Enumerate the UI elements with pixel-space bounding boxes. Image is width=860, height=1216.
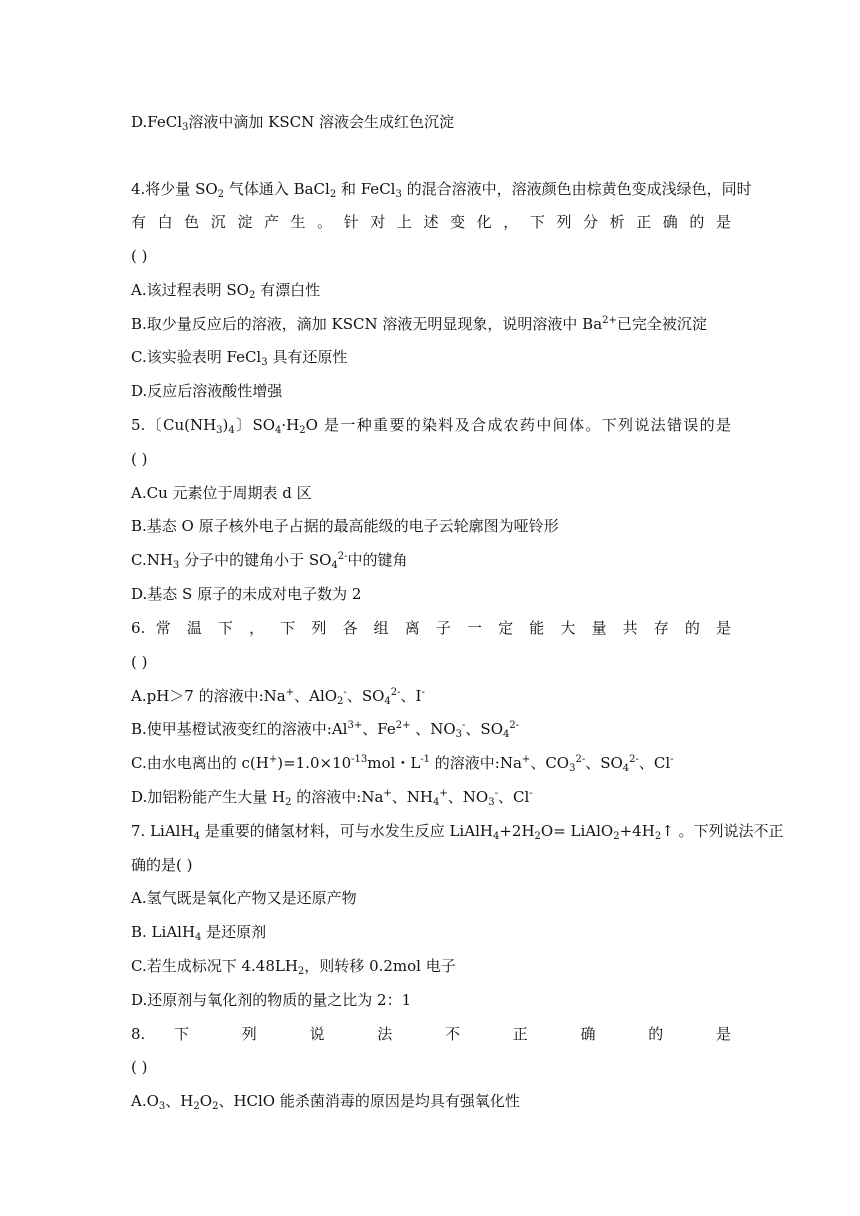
question-7-stem-line-2 — [131, 855, 731, 875]
subscript: 2 — [299, 425, 306, 436]
superscript: 2- — [575, 754, 586, 765]
question-6-answer-blank — [131, 652, 731, 672]
subscript: 2 — [217, 189, 225, 200]
text-run: D.加铝粉能产生大量 H — [131, 788, 286, 806]
option-4d — [131, 381, 731, 401]
option-3d — [131, 112, 731, 132]
subscript: 4 — [622, 763, 630, 774]
superscript: + — [439, 788, 448, 799]
text-run: 、HClO 能杀菌消毒的原因是均具有强氧化性 — [218, 1092, 520, 1110]
option-7c — [131, 956, 731, 976]
text-run: 、Fe — [362, 720, 396, 738]
option-4a — [131, 280, 731, 300]
superscript: - — [494, 788, 498, 799]
text-run: A.Cu 元素位于周期表 d 区 — [131, 484, 312, 502]
text-run: 的溶液中:Na — [291, 788, 384, 806]
subscript: 2 — [193, 1101, 200, 1112]
text-run: 、I — [400, 687, 422, 705]
superscript: + — [383, 788, 392, 799]
question-4-stem-line-1 — [131, 179, 752, 200]
subscript: 2 — [337, 696, 344, 707]
text-run: 、Cl — [497, 788, 530, 806]
option-5d — [131, 584, 731, 604]
text-run: C.该实验表明 FeCl — [131, 348, 262, 366]
question-5-stem — [131, 415, 731, 435]
superscript: - — [343, 687, 347, 698]
subscript: 2 — [285, 797, 292, 808]
option-6c — [131, 753, 731, 773]
subscript: 3 — [455, 729, 463, 740]
subscript: 4 — [433, 797, 440, 808]
subscript: 3 — [182, 122, 189, 133]
superscript: 2- — [509, 720, 520, 731]
superscript: - — [529, 788, 533, 799]
superscript: + — [285, 687, 295, 698]
subscript: 4 — [228, 425, 235, 436]
text-run: 、NO — [447, 788, 489, 806]
question-5-answer-blank — [131, 449, 731, 469]
superscript: 2+ — [602, 315, 617, 326]
text-run: C.若生成标况下 4.48LH — [131, 957, 298, 975]
text-run: 7. LiAlH — [131, 822, 194, 840]
superscript: - — [462, 720, 466, 731]
text-run: 、NO — [410, 720, 456, 738]
text-run: 6. 常 温 下 ， 下 列 各 组 离 子 一 定 能 大 量 共 存 的 是 — [131, 619, 731, 637]
text-run: mol・L — [367, 754, 421, 772]
option-4c — [131, 347, 731, 367]
text-run: ( ) — [131, 450, 148, 468]
text-run: 、SO — [585, 754, 623, 772]
text-run: 、Cl — [638, 754, 671, 772]
text-run: 有漂白性 — [255, 281, 321, 299]
text-run: O — [199, 1092, 213, 1110]
question-4-answer-blank — [131, 246, 731, 266]
question-8-stem — [131, 1024, 731, 1044]
subscript: 4 — [503, 729, 510, 740]
text-run: B.使甲基橙试液变红的溶液中:Al — [131, 720, 348, 738]
text-run: 中的键角 — [347, 551, 408, 569]
text-run: 气体通入 BaCl — [224, 180, 330, 198]
text-run: A.O — [131, 1092, 159, 1110]
subscript: 3 — [216, 425, 223, 436]
question-6-stem — [131, 618, 731, 638]
text-run: 4.将少量 SO — [131, 180, 218, 198]
subscript: 3 — [488, 797, 495, 808]
superscript: + — [521, 754, 531, 765]
text-run: A.该过程表明 SO — [131, 281, 249, 299]
text-run: O= LiAlO — [540, 822, 614, 840]
text-run: 和 FeCl — [336, 180, 396, 198]
question-7-stem-line-1 — [131, 821, 784, 842]
text-run: +4H — [619, 822, 655, 840]
text-run: B.基态 O 原子核外电子占据的最高能级的电子云轮廓图为哑铃形 — [131, 517, 559, 535]
superscript: 2- — [337, 551, 348, 562]
text-run: ↑ 。下列说法不正 — [661, 822, 784, 840]
text-run: 是还原剂 — [201, 923, 267, 941]
text-run: A.pH＞7 的溶液中:Na — [131, 687, 286, 705]
option-7b — [131, 922, 731, 942]
text-run: ( ) — [131, 247, 148, 265]
text-run: C.由水电离出的 c(H — [131, 754, 269, 772]
text-run: 、SO — [465, 720, 503, 738]
superscript: -13 — [351, 754, 368, 765]
option-7d — [131, 990, 731, 1010]
option-5c — [131, 550, 731, 570]
subscript: 3 — [261, 357, 268, 368]
text-run: ·H — [281, 416, 300, 434]
subscript: 2 — [248, 290, 256, 301]
option-6d — [131, 787, 731, 807]
text-run: A.氢气既是氧化产物又是还原产物 — [131, 889, 357, 907]
option-5b — [131, 516, 731, 536]
text-run: 有白色沉淀产生。针对上述变化，下列分析正确的是 — [131, 213, 731, 231]
superscript: - — [670, 754, 674, 765]
text-run: D.FeCl — [131, 113, 182, 131]
subscript: 3 — [569, 763, 576, 774]
text-run: ，则转移 0.2mol 电子 — [304, 957, 456, 975]
superscript: 2- — [390, 687, 401, 698]
text-run: 〕SO — [234, 416, 276, 434]
subscript: 2 — [534, 831, 541, 842]
text-run: )=1.0×10 — [277, 754, 352, 772]
text-run: B.取少量反应后的溶液，滴加 KSCN 溶液无明显现象，说明溶液中 Ba — [131, 315, 603, 333]
text-run: 具有还原性 — [267, 348, 348, 366]
option-6a — [131, 686, 731, 706]
option-8a — [131, 1091, 731, 1111]
option-7a — [131, 888, 731, 908]
subscript: 3 — [158, 1101, 166, 1112]
text-run: ( ) — [131, 1058, 148, 1076]
subscript: 2 — [212, 1101, 219, 1112]
superscript: 2- — [629, 754, 639, 765]
text-run: B. LiAlH — [131, 923, 196, 941]
subscript: 4 — [195, 932, 202, 943]
option-5a — [131, 483, 731, 503]
text-run: 确的是( ) — [131, 856, 193, 874]
subscript: 4 — [331, 560, 338, 571]
text-run: 的溶液中:Na — [430, 754, 522, 772]
text-run: 、AlO — [294, 687, 338, 705]
text-run: 、SO — [346, 687, 385, 705]
text-run: 、NH — [391, 788, 433, 806]
text-run: 5.〔Cu(NH — [131, 416, 217, 434]
subscript: 4 — [384, 696, 391, 707]
question-8-answer-blank — [131, 1057, 731, 1077]
subscript: 2 — [329, 189, 337, 200]
superscript: + — [268, 754, 278, 765]
option-4b — [131, 314, 731, 334]
subscript: 2 — [654, 831, 662, 842]
option-6b — [131, 719, 731, 739]
subscript: 4 — [275, 425, 282, 436]
text-run: D.基态 S 原子的未成对电子数为 2 — [131, 585, 362, 603]
text-run: ( ) — [131, 653, 148, 671]
subscript: 2 — [613, 831, 620, 842]
text-run: 、CO — [530, 754, 570, 772]
subscript: 3 — [395, 189, 402, 200]
text-run: 分子中的键角小于 SO — [179, 551, 332, 569]
subscript: 4 — [193, 831, 200, 842]
text-run: ) — [222, 416, 229, 434]
superscript: 2+ — [395, 720, 411, 731]
subscript: 3 — [172, 560, 180, 571]
subscript: 2 — [297, 966, 305, 977]
superscript: -1 — [420, 754, 431, 765]
text-run: 8. 下 列 说 法 不 正 确 的 是 — [131, 1025, 731, 1043]
subscript: 4 — [492, 831, 500, 842]
superscript: 3+ — [347, 720, 363, 731]
text-run: D.还原剂与氧化剂的物质的量之比为 2：1 — [131, 991, 412, 1009]
text-run: 是重要的储氢材料，可与水发生反应 LiAlH — [199, 822, 493, 840]
text-run: C.NH — [131, 551, 173, 569]
superscript: - — [421, 687, 425, 698]
question-4-stem-line-2 — [131, 212, 731, 232]
text-run: 的混合溶液中，溶液颜色由棕黄色变成浅绿色，同时 — [401, 180, 752, 198]
text-run: 、H — [165, 1092, 194, 1110]
text-run: D.反应后溶液酸性增强 — [131, 382, 283, 400]
text-run: 已完全被沉淀 — [616, 315, 707, 333]
text-run: 溶液中滴加 KSCN 溶液会生成红色沉淀 — [188, 113, 454, 131]
text-run: +2H — [499, 822, 535, 840]
text-run: O 是一种重要的染料及合成农药中间体。下列说法错误的是 — [305, 416, 731, 434]
